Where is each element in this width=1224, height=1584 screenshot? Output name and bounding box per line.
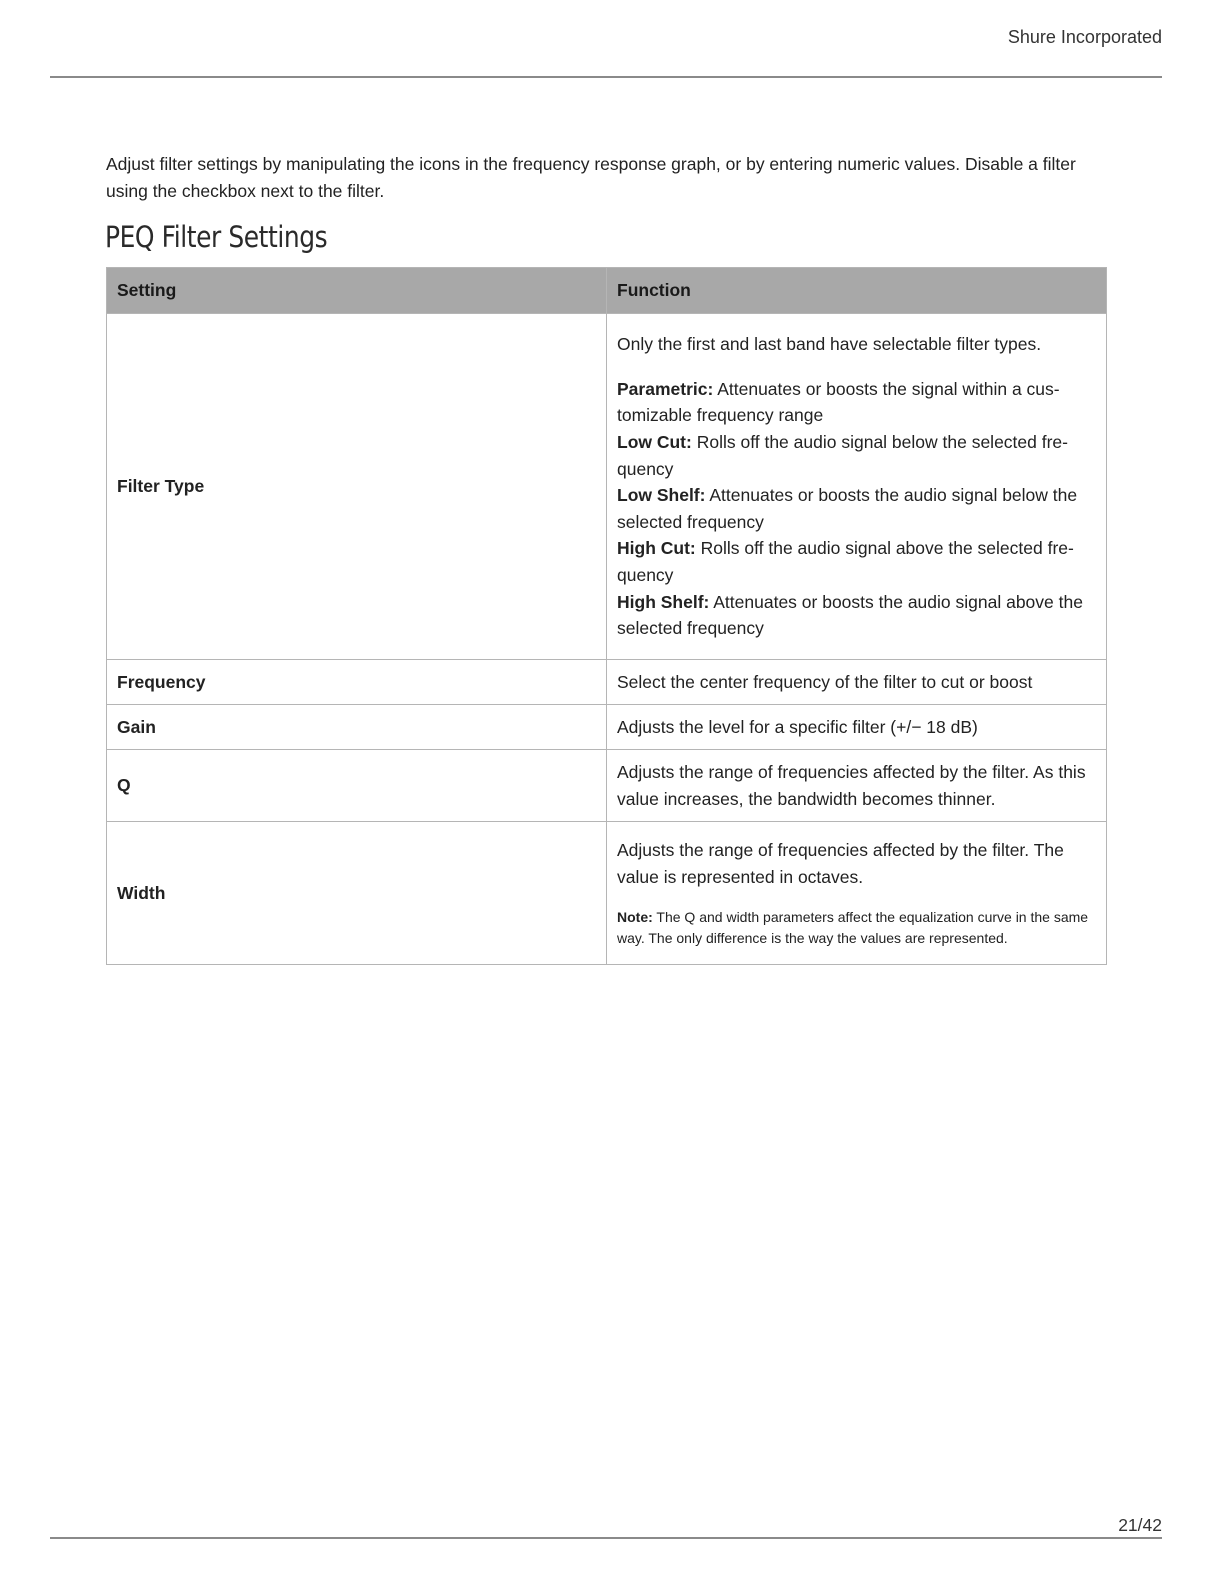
filter-type-item-parametric: [617, 376, 1096, 429]
header-function: Function: [607, 268, 1107, 314]
filter-type-term: Parametric:: [617, 378, 714, 399]
filter-type-term: Low Cut:: [617, 432, 692, 453]
intro-paragraph: Adjust filter settings by manipulating the icons in the frequency response graph, or by entering numeric values. Disable a filter using the checkbox next to the filter.: [106, 154, 1076, 201]
header-divider: [50, 76, 1162, 78]
filter-type-desc: Attenuates or boosts the signal within a customizable frequency range: [617, 378, 1060, 426]
width-note: [617, 907, 1096, 949]
setting-filter-type: Filter Type: [107, 314, 607, 660]
table-row-gain: [107, 705, 1107, 750]
setting-gain: Gain: [107, 705, 607, 750]
function-width: [607, 822, 1107, 965]
filter-type-item-high-cut: [617, 535, 1096, 588]
table-row-width: [107, 822, 1107, 965]
function-frequency: Select the center frequency of the filter to cut or boost: [607, 660, 1107, 705]
table-header-row: [107, 268, 1107, 314]
filter-type-item-high-shelf: [617, 589, 1096, 642]
function-gain: Adjusts the level for a specific filter (+/− 18 dB): [607, 705, 1107, 750]
function-q: Adjusts the range of frequencies affected by the filter. As this value increases, the bandwidth becomes thinner.: [607, 750, 1107, 822]
setting-width: Width: [107, 822, 607, 965]
filter-type-item-low-shelf: [617, 482, 1096, 535]
function-filter-type: [607, 314, 1107, 660]
filter-type-lead: Only the first and last band have selectable filter types.: [617, 334, 1042, 355]
filter-type-term: High Shelf:: [617, 591, 710, 612]
header-setting: Setting: [107, 268, 607, 314]
filter-type-desc: Rolls off the audio signal below the selected frequency: [617, 432, 1068, 479]
setting-q: Q: [107, 750, 607, 822]
table-row-frequency: [107, 660, 1107, 705]
table-row-filter-type: [107, 314, 1107, 660]
filter-type-desc: Attenuates or boosts the audio signal above the selected frequency: [617, 591, 1083, 639]
header-company-name: Shure Incorporated: [1007, 27, 1162, 47]
footer-divider: [50, 1537, 1162, 1539]
note-text: The Q and width parameters affect the equalization curve in the same way. The only difference is the way the values are represented.: [617, 908, 1089, 946]
page-number: 21/42: [1118, 1515, 1162, 1535]
width-description: Adjusts the range of frequencies affected by the filter. The value is represented in octaves.: [617, 840, 1064, 887]
note-label: Note:: [617, 908, 653, 925]
filter-type-desc: Attenuates or boosts the audio signal below the selected frequency: [617, 485, 1078, 532]
filter-type-term: High Cut:: [617, 538, 696, 559]
table-row-q: [107, 750, 1107, 822]
filter-type-item-low-cut: [617, 429, 1096, 482]
section-title: PEQ Filter Settings: [105, 220, 328, 254]
peq-settings-table: [106, 267, 1107, 965]
filter-type-term: Low Shelf:: [617, 485, 706, 506]
setting-frequency: Frequency: [107, 660, 607, 705]
filter-type-desc: Rolls off the audio signal above the selected frequency: [617, 538, 1074, 585]
